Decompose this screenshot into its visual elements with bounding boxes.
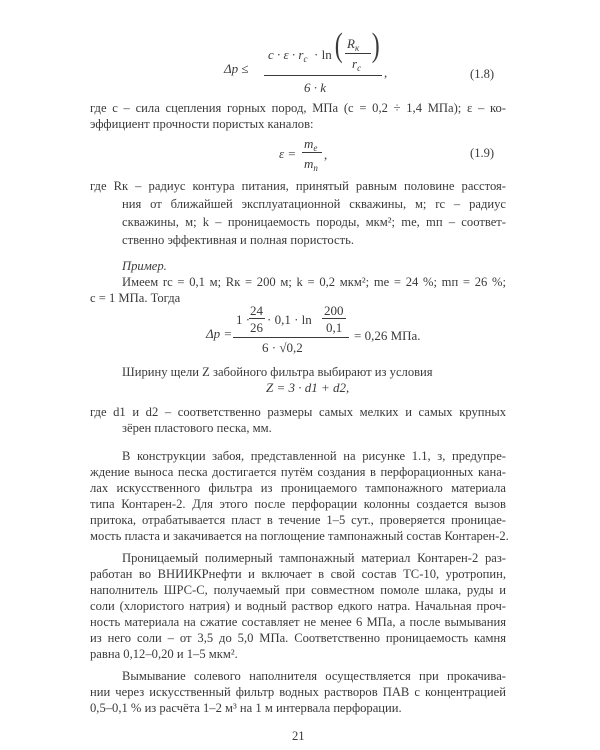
text-line: скважины, м; k – проницаемость породы, мкм²; me, mп – соответ- xyxy=(122,215,506,229)
formula-part: 1 · xyxy=(236,312,251,327)
formula-lhs: Δp ≤ xyxy=(224,61,249,76)
text-line: соли (хлористого натрия) и водный раствор едкого натра. Начальная проч- xyxy=(90,599,506,613)
formula-z: Z = 3 · d1 + d2, xyxy=(266,380,350,395)
text-line: притока, отрабатывается пласт в течение 1–5 сут., проверяется проницае- xyxy=(90,513,506,527)
formula-numerator: $m_e$ xyxy=(304,136,318,153)
text-line: типа Контарен-2. Для этого после перфорации колонны создается вызов xyxy=(90,497,506,511)
text-line: лах искусственного фильтра из проницаемого тампонажного материала xyxy=(90,481,506,495)
formula-tail: , xyxy=(384,65,388,80)
text-line: В конструкции забоя, представленной на рисунке 1.1, з, предупре- xyxy=(122,449,506,463)
formula-result: = 0,26 МПа. xyxy=(354,328,421,343)
fraction-denominator: 26 xyxy=(250,320,263,335)
text-line: где Rк – радиус контура питания, принятый равным половине расстоя- xyxy=(90,179,506,193)
text-line: из него соли – от 3,5 до 5,0 МПа. Соответственно проницаемость камня xyxy=(90,631,506,645)
text-line: Ширину щели Z забойного фильтра выбирают из условия xyxy=(122,365,433,379)
text-line: c = 1 МПа. Тогда xyxy=(90,291,181,305)
page-number: 21 xyxy=(292,729,305,743)
fraction-bar xyxy=(249,318,265,319)
text-line: Вымывание солевого наполнителя осуществляется при прокачива- xyxy=(122,669,506,683)
formula-numerator: $c \cdot \varepsilon \cdot r_c$ xyxy=(268,47,308,64)
text-line: зёрен пластового песка, мм. xyxy=(122,421,272,435)
text-line: ность материала на сжатие составляет не менее 6 МПа, а после вымывания xyxy=(90,615,506,629)
formula-ln: · ln xyxy=(314,47,332,62)
text-line: мость пласта и закачивается на поглощение тампонажный состав Контарен-2. xyxy=(90,529,509,543)
inner-numerator: $R_к$ xyxy=(347,36,360,53)
text-line: работан во ВНИИКРнефти и включает в свой состав ТС-10, уротропин, xyxy=(90,567,506,581)
equation-number: (1.9) xyxy=(470,146,495,160)
text-line: равна 0,12–0,20 и 1–5 мкм². xyxy=(90,647,238,661)
formula-denominator: 6 · k xyxy=(304,80,327,95)
inner-denominator: $r_c$ xyxy=(352,56,362,73)
paren-left: ( xyxy=(334,27,343,64)
text-line: 0,5–0,1 % из расчёта 1–2 м³ на 1 м интервала перфорации. xyxy=(90,701,402,715)
text-line: Проницаемый полимерный тампонажный материал Контарен-2 раз- xyxy=(122,551,506,565)
fraction-numerator: 24 xyxy=(250,303,263,318)
text-line: эффициент прочности пористых каналов: xyxy=(90,117,314,131)
formula-lhs: Δp = xyxy=(206,326,233,341)
example-heading: Пример. xyxy=(122,259,167,273)
equation-number: (1.8) xyxy=(470,67,495,81)
formula-denominator: $m_п$ xyxy=(304,156,318,173)
fraction-bar xyxy=(302,152,322,153)
text-line: ственно эффективная и полная пористость. xyxy=(122,233,354,247)
text-line: ждение выноса песка достигается путём создания в перфорационных кана- xyxy=(90,465,506,479)
fraction-bar xyxy=(322,318,346,319)
fraction-denominator: 0,1 xyxy=(326,320,343,335)
main-fraction-bar xyxy=(233,337,349,338)
text-line: где d1 и d2 – соответственно размеры самых мелких и самых крупных xyxy=(90,405,506,419)
inner-fraction-bar xyxy=(345,53,371,54)
text-line: наполнитель ШРС-С, получаемый при совместном помоле шлака, руды и xyxy=(90,583,506,597)
formula-part: · 0,1 · ln xyxy=(267,312,312,327)
formula-lhs: ε = xyxy=(279,146,297,161)
text-line: где c – сила сцепления горных пород, МПа (c = 0,2 ÷ 1,4 МПа); ε – ко- xyxy=(90,101,506,115)
paren-right: ) xyxy=(371,27,380,64)
fraction-numerator: 200 xyxy=(324,303,344,318)
formula-denominator: 6 · √0,2 xyxy=(262,340,303,355)
text-line: нии через искусственный фильтр водных растворов ПАВ с концентрацией xyxy=(90,685,506,699)
formula-tail: , xyxy=(324,147,328,162)
text-line: ния от ближайшей эксплуатационной скважины, м; rc – радиус xyxy=(122,197,506,211)
text-line: Имеем rc = 0,1 м; Rк = 200 м; k = 0,2 мкм²; me = 24 %; mп = 26 %; xyxy=(122,275,506,289)
main-fraction-bar xyxy=(264,75,382,76)
